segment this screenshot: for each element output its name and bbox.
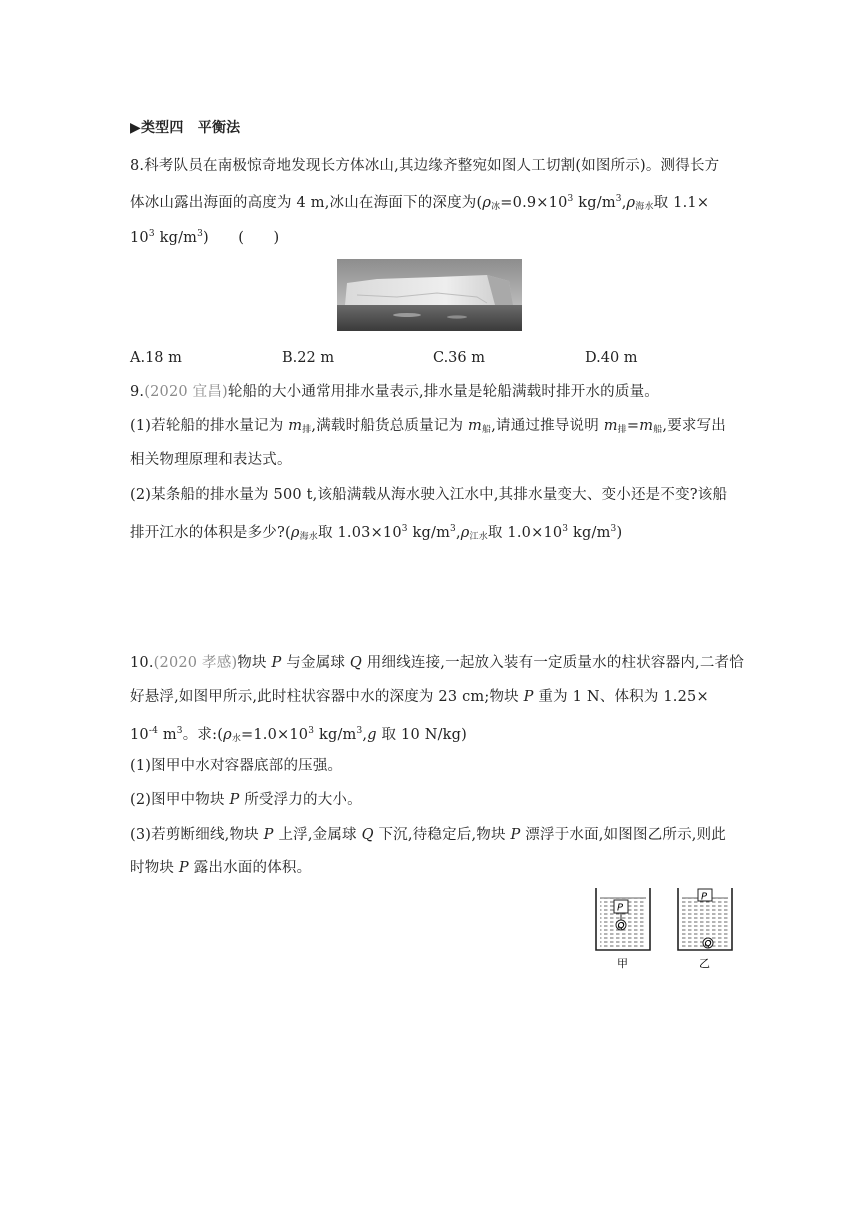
q10-line-2: 好悬浮,如图甲所示,此时柱状容器中水的深度为 23 cm;物块 P 重为 1 N、体积为 1.25× [130, 689, 709, 705]
label-q-left: Q [617, 921, 625, 932]
q10-line-3: $10^{-4}$ $m^3$。求$:(\rho_水=1.0\times 10^3$ $kg/m^3,g$ 取 10 N/kg) [130, 726, 467, 744]
q10-line-1: 10.(2020 孝感)物块 P 与金属球 Q 用细线连接,一起放入装有一定质量水的柱状容器内,二者恰 [130, 655, 744, 671]
q8-line-3: $10^3$ $kg/m^3$) ( ) [130, 229, 280, 246]
section-title: 类型四 平衡法 [140, 120, 241, 136]
label-p-left: P [617, 902, 624, 914]
q10-source: (2020 孝感) [153, 655, 238, 671]
q10-part-3-cont: 时物块 P 露出水面的体积。 [130, 860, 312, 876]
q10-part-2: (2)图甲中物块 P 所受浮力的大小。 [130, 792, 362, 808]
q10-part-1: (1)图甲中水对容器底部的压强。 [130, 758, 343, 774]
containers-figure [592, 884, 737, 972]
q9-source: (2020 宜昌) [144, 384, 228, 400]
q9-part-2-cont: 排开江水的体积是多少$?(\rho_{海水}$取 $1.03\times 10^3$ $kg/m^3,\rho_{江水}$取 $1.0\times 10^3$ $kg/m^3$) [130, 524, 623, 542]
q9-part-2: (2)某条船的排水量为 500 t,该船满载从海水驶入江水中,其排水量变大、变小还是不变?该船 [130, 487, 728, 503]
caption-jia: 甲 [617, 957, 628, 970]
iceberg-photo [337, 259, 522, 331]
label-q-right: Q [704, 939, 712, 950]
caption-yi: 乙 [699, 957, 710, 970]
section-heading [130, 118, 240, 138]
label-p-right: P [701, 891, 708, 903]
option-c: C.36 m [433, 350, 485, 366]
option-b: B.22 m [282, 350, 335, 366]
option-d: D.40 m [585, 350, 638, 366]
q9-part-1: (1)若轮船的排水量记为 $m_排$,满载时船货总质量记为 $m_船$,请通过推导说明 $m_排=m_船$,要求写出 [130, 418, 726, 435]
q8-line-1: 8.科考队员在南极惊奇地发现长方体冰山,其边缘齐整宛如图人工切割(如图所示)。测得长方 [130, 158, 720, 174]
container-left [596, 888, 650, 950]
option-a: A.18 m [130, 350, 182, 366]
q9-line-1: 9.(2020 宜昌)轮船的大小通常用排水量表示,排水量是轮船满载时排开水的质量。 [130, 384, 659, 400]
q10-part-3: (3)若剪断细线,物块 P 上浮,金属球 Q 下沉,待稳定后,物块 P 漂浮于水面,如图图乙所示,则此 [130, 827, 727, 843]
triangle-icon: ▶ [130, 120, 141, 136]
q9-part-1-cont: 相关物理原理和表达式。 [130, 452, 292, 468]
q8-line-2: 体冰山露出海面的高度为 4 m,冰山在海面下的深度为($\rho_冰=0.9\times 10^3$ $kg/m^3,\rho_{海水}$取 1.1× [130, 194, 710, 212]
